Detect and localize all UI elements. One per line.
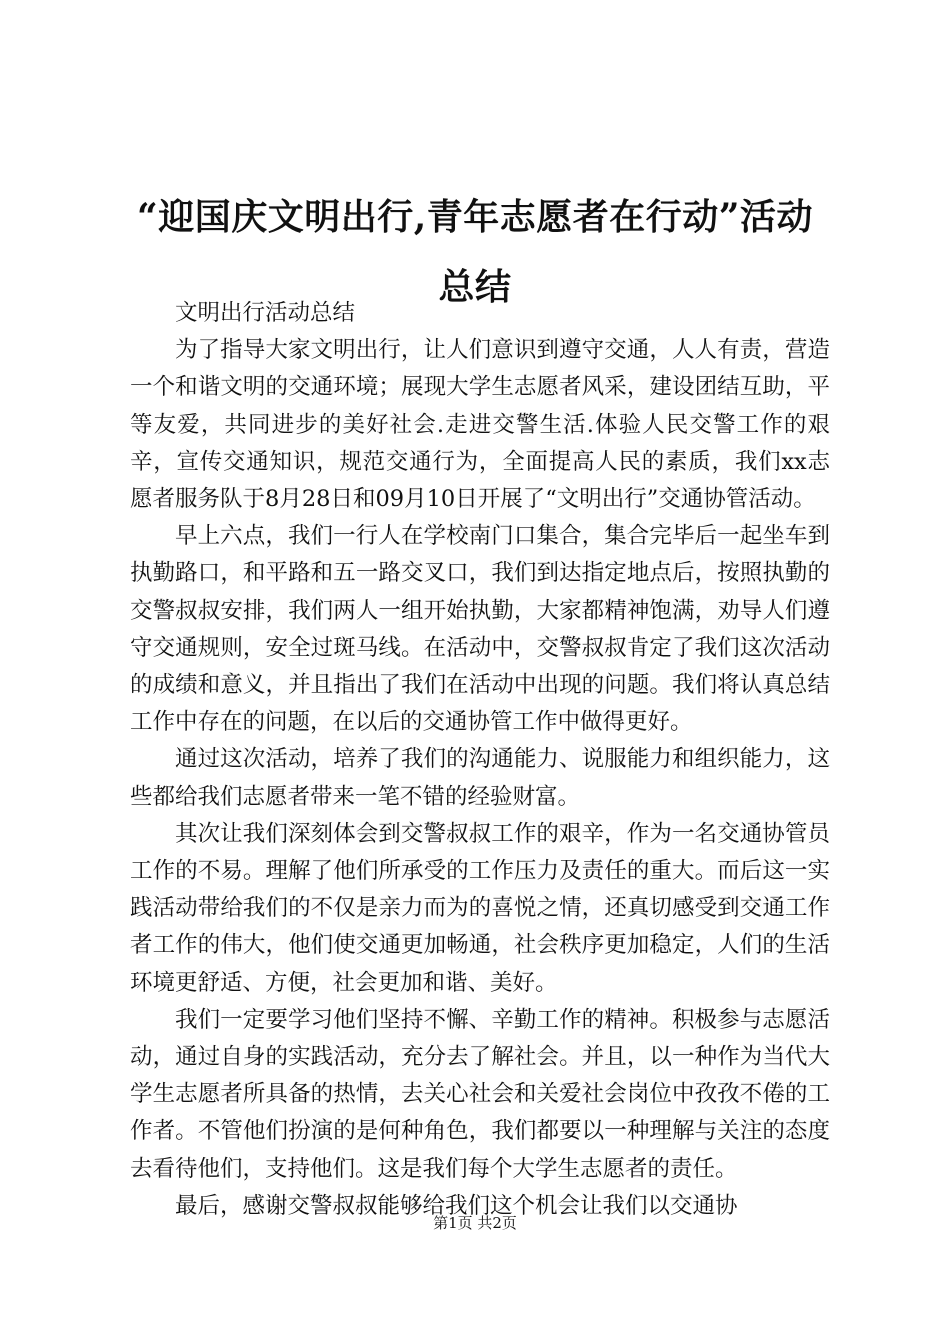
- paragraph-3: 通过这次活动，培养了我们的沟通能力、说服能力和组织能力，这些都给我们志愿者带来一笔不错的经验财富。: [130, 746, 830, 810]
- paragraph-1: 为了指导大家文明出行，让人们意识到遵守交通，人人有责，营造一个和谐文明的交通环境；展现大学生志愿者风采，建设团结互助，平等友爱，共同进步的美好社会.走进交警生活.体验人民交警工作的艰辛，宣传交通知识，规范交通行为，全面提高人民的素质，我们xx志愿者服务队于8月28日和09月10日开展了“文明出行”交通协管活动。: [130, 337, 830, 513]
- title-line-1: “迎国庆文明出行,青年志愿者在行动”活动: [137, 196, 813, 239]
- paragraph-6: 最后，感谢交警叔叔能够给我们这个机会让我们以交通协: [175, 1192, 738, 1219]
- paragraph-2: 早上六点，我们一行人在学校南门口集合，集合完毕后一起坐车到执勤路口，和平路和五一路交叉口，我们到达指定地点后，按照执勤的交警叔叔安排，我们两人一组开始执勤，大家都精神饱满，劝导人们遵守交通规则，安全过斑马线。在活动中，交警叔叔肯定了我们这次活动的成绩和意义，并且指出了我们在活动中出现的问题。我们将认真总结工作中存在的问题，在以后的交通协管工作中做得更好。: [130, 523, 830, 736]
- paragraph-subtitle: 文明出行活动总结: [175, 300, 356, 326]
- document-body: [130, 295, 830, 1225]
- title-line-2: 总结: [438, 266, 512, 309]
- page-number-footer: 第1页 共2页: [433, 1214, 517, 1232]
- paragraph-5: 我们一定要学习他们坚持不懈、辛勤工作的精神。积极参与志愿活动，通过自身的实践活动，充分去了解社会。并且，以一种作为当代大学生志愿者所具备的热情，去关心社会和关爱社会岗位中孜孜不倦的工作者。不管他们扮演的是何种角色，我们都要以一种理解与关注的态度去看待他们，支持他们。这是我们每个大学生志愿者的责任。: [130, 1006, 830, 1182]
- paragraph-4: 其次让我们深刻体会到交警叔叔工作的艰辛，作为一名交通协管员工作的不易。理解了他们所承受的工作压力及责任的重大。而后这一实践活动带给我们的不仅是亲力而为的喜悦之情，还真切感受到交通工作者工作的伟大，他们使交通更加畅通，社会秩序更加稳定，人们的生活环境更舒适、方便，社会更加和谐、美好。: [130, 820, 830, 996]
